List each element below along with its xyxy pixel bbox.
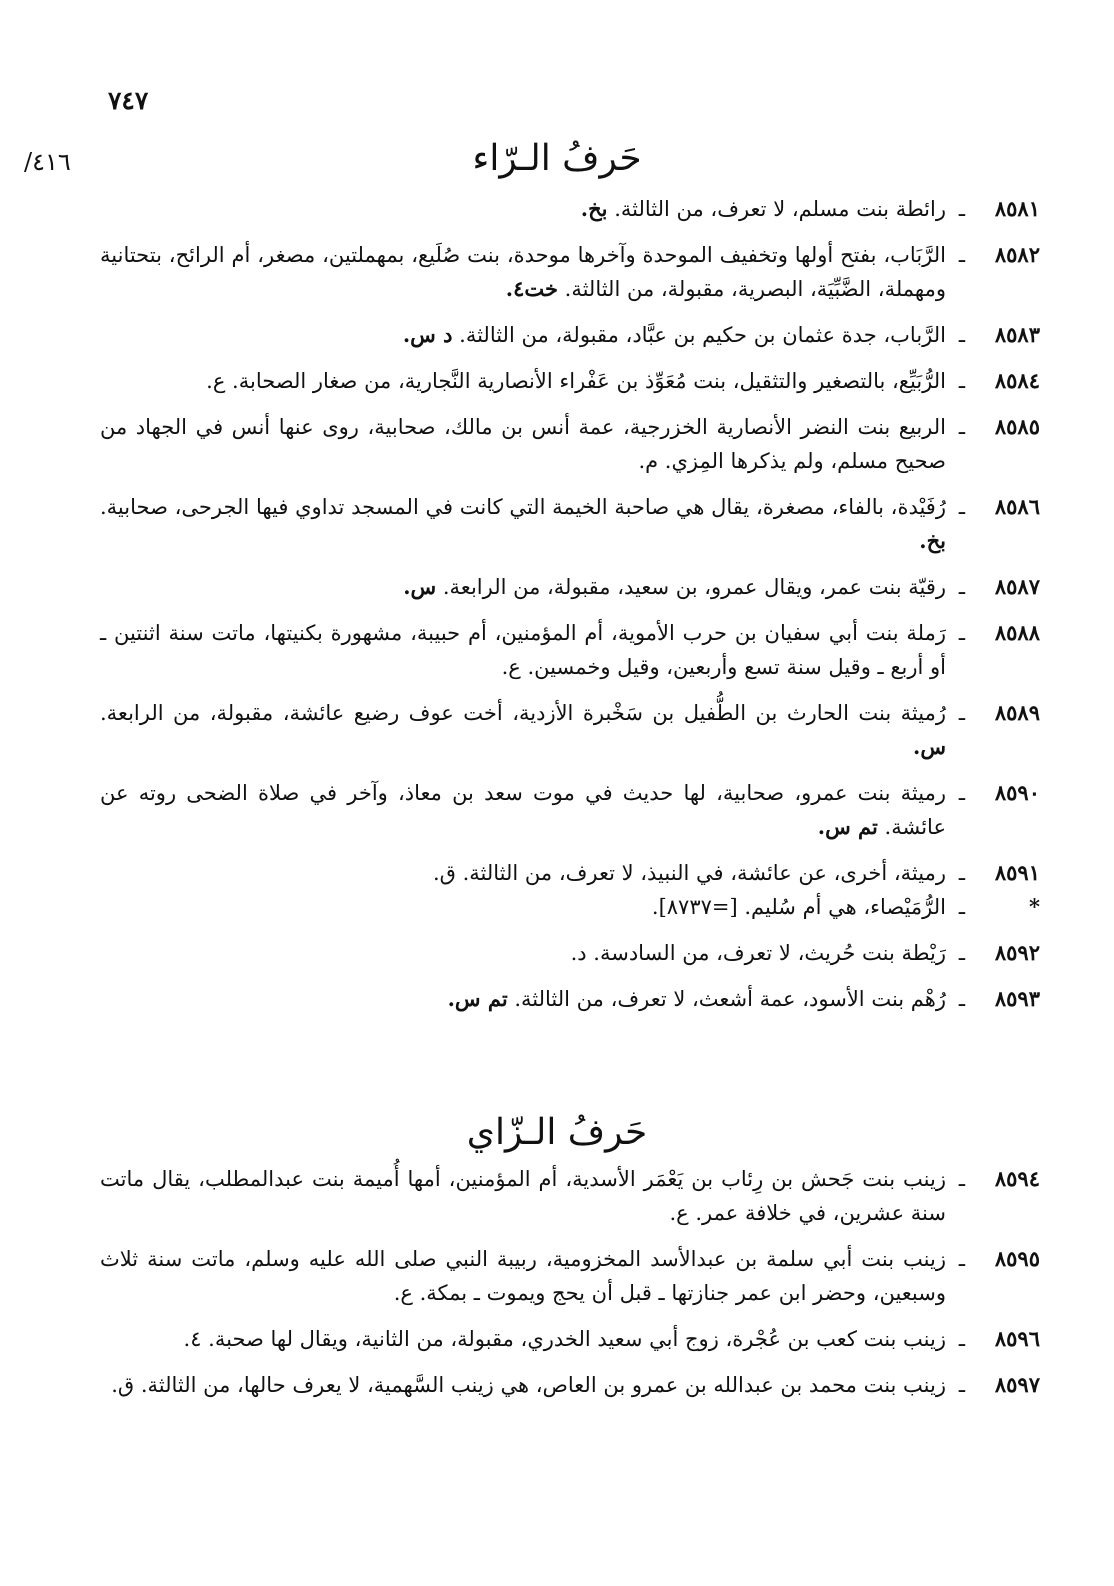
entry-dash: ـ	[958, 575, 966, 599]
entry-body: رُهْم بنت الأسود، عمة أشعث، لا تعرف، من الثالثة.	[514, 987, 946, 1011]
entry-text	[100, 856, 946, 890]
entry-dash: ـ	[958, 1167, 966, 1191]
entry-dash: ـ	[958, 495, 966, 519]
entry-number: ٨٥٩٥	[994, 1246, 1040, 1271]
entry-number: ٨٥٩٤	[994, 1166, 1040, 1191]
margin-reference: /٤١٦	[24, 148, 71, 176]
entry-number: ٨٥٨٥	[994, 414, 1040, 439]
section-heading-ra: حَرفُ الـرّاء	[472, 138, 642, 179]
entry-number: ٨٥٨٩	[994, 700, 1040, 725]
entry-text	[100, 936, 946, 970]
entry	[100, 364, 1040, 398]
entry-text	[100, 890, 946, 924]
entry-dash: ـ	[958, 323, 966, 347]
entry-text	[100, 982, 946, 1016]
entry-code: تم س.	[817, 814, 878, 839]
entry-text	[100, 410, 946, 478]
entry-body: زينب بنت كعب بن عُجْرة، زوج أبي سعيد الخدري، مقبولة، من الثانية، ويقال لها صحبة. ٤.	[183, 1327, 946, 1351]
entry-body: رَيْطة بنت حُريث، لا تعرف، من السادسة. د.	[570, 941, 946, 965]
entry-body: الرَّباب، جدة عثمان بن حكيم بن عبَّاد، مقبولة، من الثالثة.	[459, 323, 946, 347]
entry	[100, 982, 1040, 1016]
entry-dash: ـ	[958, 415, 966, 439]
entry-dash: ـ	[958, 781, 966, 805]
entry-number: ٨٥٨١	[994, 196, 1040, 221]
entry-number: ٨٥٩٦	[994, 1326, 1040, 1351]
entry-dash: ـ	[958, 197, 966, 221]
entry-number: ٨٥٨٧	[994, 574, 1040, 599]
entry-text	[100, 1162, 946, 1230]
entry-dash: ـ	[958, 701, 966, 725]
entry-text	[100, 490, 946, 558]
entry-body: رُميثة بنت الحارث بن الطُّفيل بن سَخْبرة الأزدية، أخت عوف رضيع عائشة، مقبولة، من الرابعة.	[100, 701, 946, 725]
entry-number: ٨٥٨٣	[994, 322, 1040, 347]
entry	[100, 318, 1040, 352]
entry-dash: ـ	[958, 895, 966, 919]
entry-body: الرُّمَيْصاء، هي أم سُليم. [=٨٧٣٧].	[651, 895, 946, 919]
entry-body: زينب بنت أبي سلمة بن عبدالأسد المخزومية، ربيبة النبي صلى الله عليه وسلم، ماتت سنة ثلاث وسبعين، وحضر ابن عمر جنازتها ـ قبل أن يحج ويموت ـ بمكة. ع.	[100, 1247, 946, 1305]
entry	[100, 616, 1040, 684]
entries-list-zay	[100, 1162, 1040, 1402]
entry-text	[100, 776, 946, 844]
entry	[100, 696, 1040, 764]
entry-code: خت٤.	[505, 276, 558, 301]
entry-text	[100, 616, 946, 684]
entries-list-ra	[100, 192, 1040, 1016]
entry-dash: ـ	[958, 621, 966, 645]
entry	[100, 1242, 1040, 1310]
entry-body: رَملة بنت أبي سفيان بن حرب الأموية، أم المؤمنين، أم حبيبة، مشهورة بكنيتها، ماتت سنة اثنتين ـ أو أربع ـ وقيل سنة تسع وأربعين، وقيل وخمسين. ع.	[100, 621, 946, 679]
entry-text	[100, 318, 946, 352]
entry	[100, 936, 1040, 970]
entry-body: الرُّبَيِّع، بالتصغير والتثقيل، بنت مُعَوِّذ بن عَفْراء الأنصارية النَّجارية، من صغار الصحابة. ع.	[206, 369, 946, 393]
entry-text	[100, 192, 946, 226]
entry-number: ٨٥٨٤	[994, 368, 1040, 393]
entry-body: الربيع بنت النضر الأنصارية الخزرجية، عمة أنس بن مالك، صحابية، روى عنها أنس في الجهاد من صحيح مسلم، ولم يذكرها المِزي. م.	[100, 415, 946, 473]
entry	[100, 856, 1040, 890]
entry-body: رائطة بنت مسلم، لا تعرف، من الثالثة.	[614, 197, 946, 221]
entry-code: س.	[913, 734, 946, 759]
entry-dash: ـ	[958, 861, 966, 885]
entry-dash: ـ	[958, 369, 966, 393]
entry-number: ٨٥٩٢	[994, 940, 1040, 965]
entry-body: رميثة بنت عمرو، صحابية، لها حديث في موت سعد بن معاذ، وآخر في صلاة الضحى روته عن عائشة.	[100, 781, 946, 839]
entry-number: ٨٥٩٧	[994, 1372, 1040, 1397]
entry-number: ٨٥٩٠	[994, 780, 1040, 805]
entry	[100, 490, 1040, 558]
entry	[100, 1368, 1040, 1402]
entry	[100, 1162, 1040, 1230]
entry-number: ٨٥٩١	[994, 860, 1040, 885]
entry-dash: ـ	[958, 941, 966, 965]
entry-text	[100, 696, 946, 764]
entry-body: زينب بنت جَحش بن رِئاب بن يَعْمَر الأسدية، أم المؤمنين، أمها أُميمة بنت عبدالمطلب، يقال ماتت سنة عشرين، في خلافة عمر. ع.	[100, 1167, 946, 1225]
entry	[100, 570, 1040, 604]
entry-text	[100, 1242, 946, 1310]
entry	[100, 238, 1040, 306]
entry-body: رقيّة بنت عمر، ويقال عمرو، بن سعيد، مقبولة، من الرابعة.	[442, 575, 946, 599]
entry-body: زينب بنت محمد بن عبدالله بن عمرو بن العاص، هي زينب السَّهمية، لا يعرف حالها، من الثالثة. ق.	[111, 1373, 946, 1397]
entry-number: *	[1029, 894, 1040, 919]
entry-code: بخ.	[919, 528, 946, 553]
entry-number: ٨٥٨٢	[994, 242, 1040, 267]
entry-body: رميثة، أخرى، عن عائشة، في النبيذ، لا تعرف، من الثالثة. ق.	[432, 861, 946, 885]
entry-text	[100, 1368, 946, 1402]
entry-dash: ـ	[958, 987, 966, 1011]
entry	[100, 890, 1040, 924]
entry	[100, 1322, 1040, 1356]
entry	[100, 410, 1040, 478]
entry	[100, 192, 1040, 226]
entry-dash: ـ	[958, 243, 966, 267]
entry-text	[100, 570, 946, 604]
entry-dash: ـ	[958, 1327, 966, 1351]
entry-number: ٨٥٩٣	[994, 986, 1040, 1011]
entry-text	[100, 364, 946, 398]
entry-dash: ـ	[958, 1373, 966, 1397]
entry-number: ٨٥٨٨	[994, 620, 1040, 645]
entry-text	[100, 238, 946, 306]
entry-code: تم س.	[447, 986, 508, 1011]
entry-text	[100, 1322, 946, 1356]
entry-code: بخ.	[580, 196, 608, 221]
section-heading-zay: حَرفُ الـزّاي	[466, 1112, 648, 1153]
page-number: ٧٤٧	[108, 86, 149, 115]
entry-body: الرَّبَاب، بفتح أولها وتخفيف الموحدة وآخرها موحدة، بنت صُلَيع، بمهملتين، مصغر، أم الرائح، بتحتانية ومهملة، الضَّبِّيَة، البصرية، مقبولة، من الثالثة.	[100, 243, 946, 301]
entry-code: س.	[403, 574, 437, 599]
entry-number: ٨٥٨٦	[994, 494, 1040, 519]
entry-dash: ـ	[958, 1247, 966, 1271]
entry	[100, 776, 1040, 844]
entry-body: رُفَيْدة، بالفاء، مصغرة، يقال هي صاحبة الخيمة التي كانت في المسجد تداوي فيها الجرحى، صحابية.	[100, 495, 946, 519]
entry-code: د س.	[402, 322, 453, 347]
